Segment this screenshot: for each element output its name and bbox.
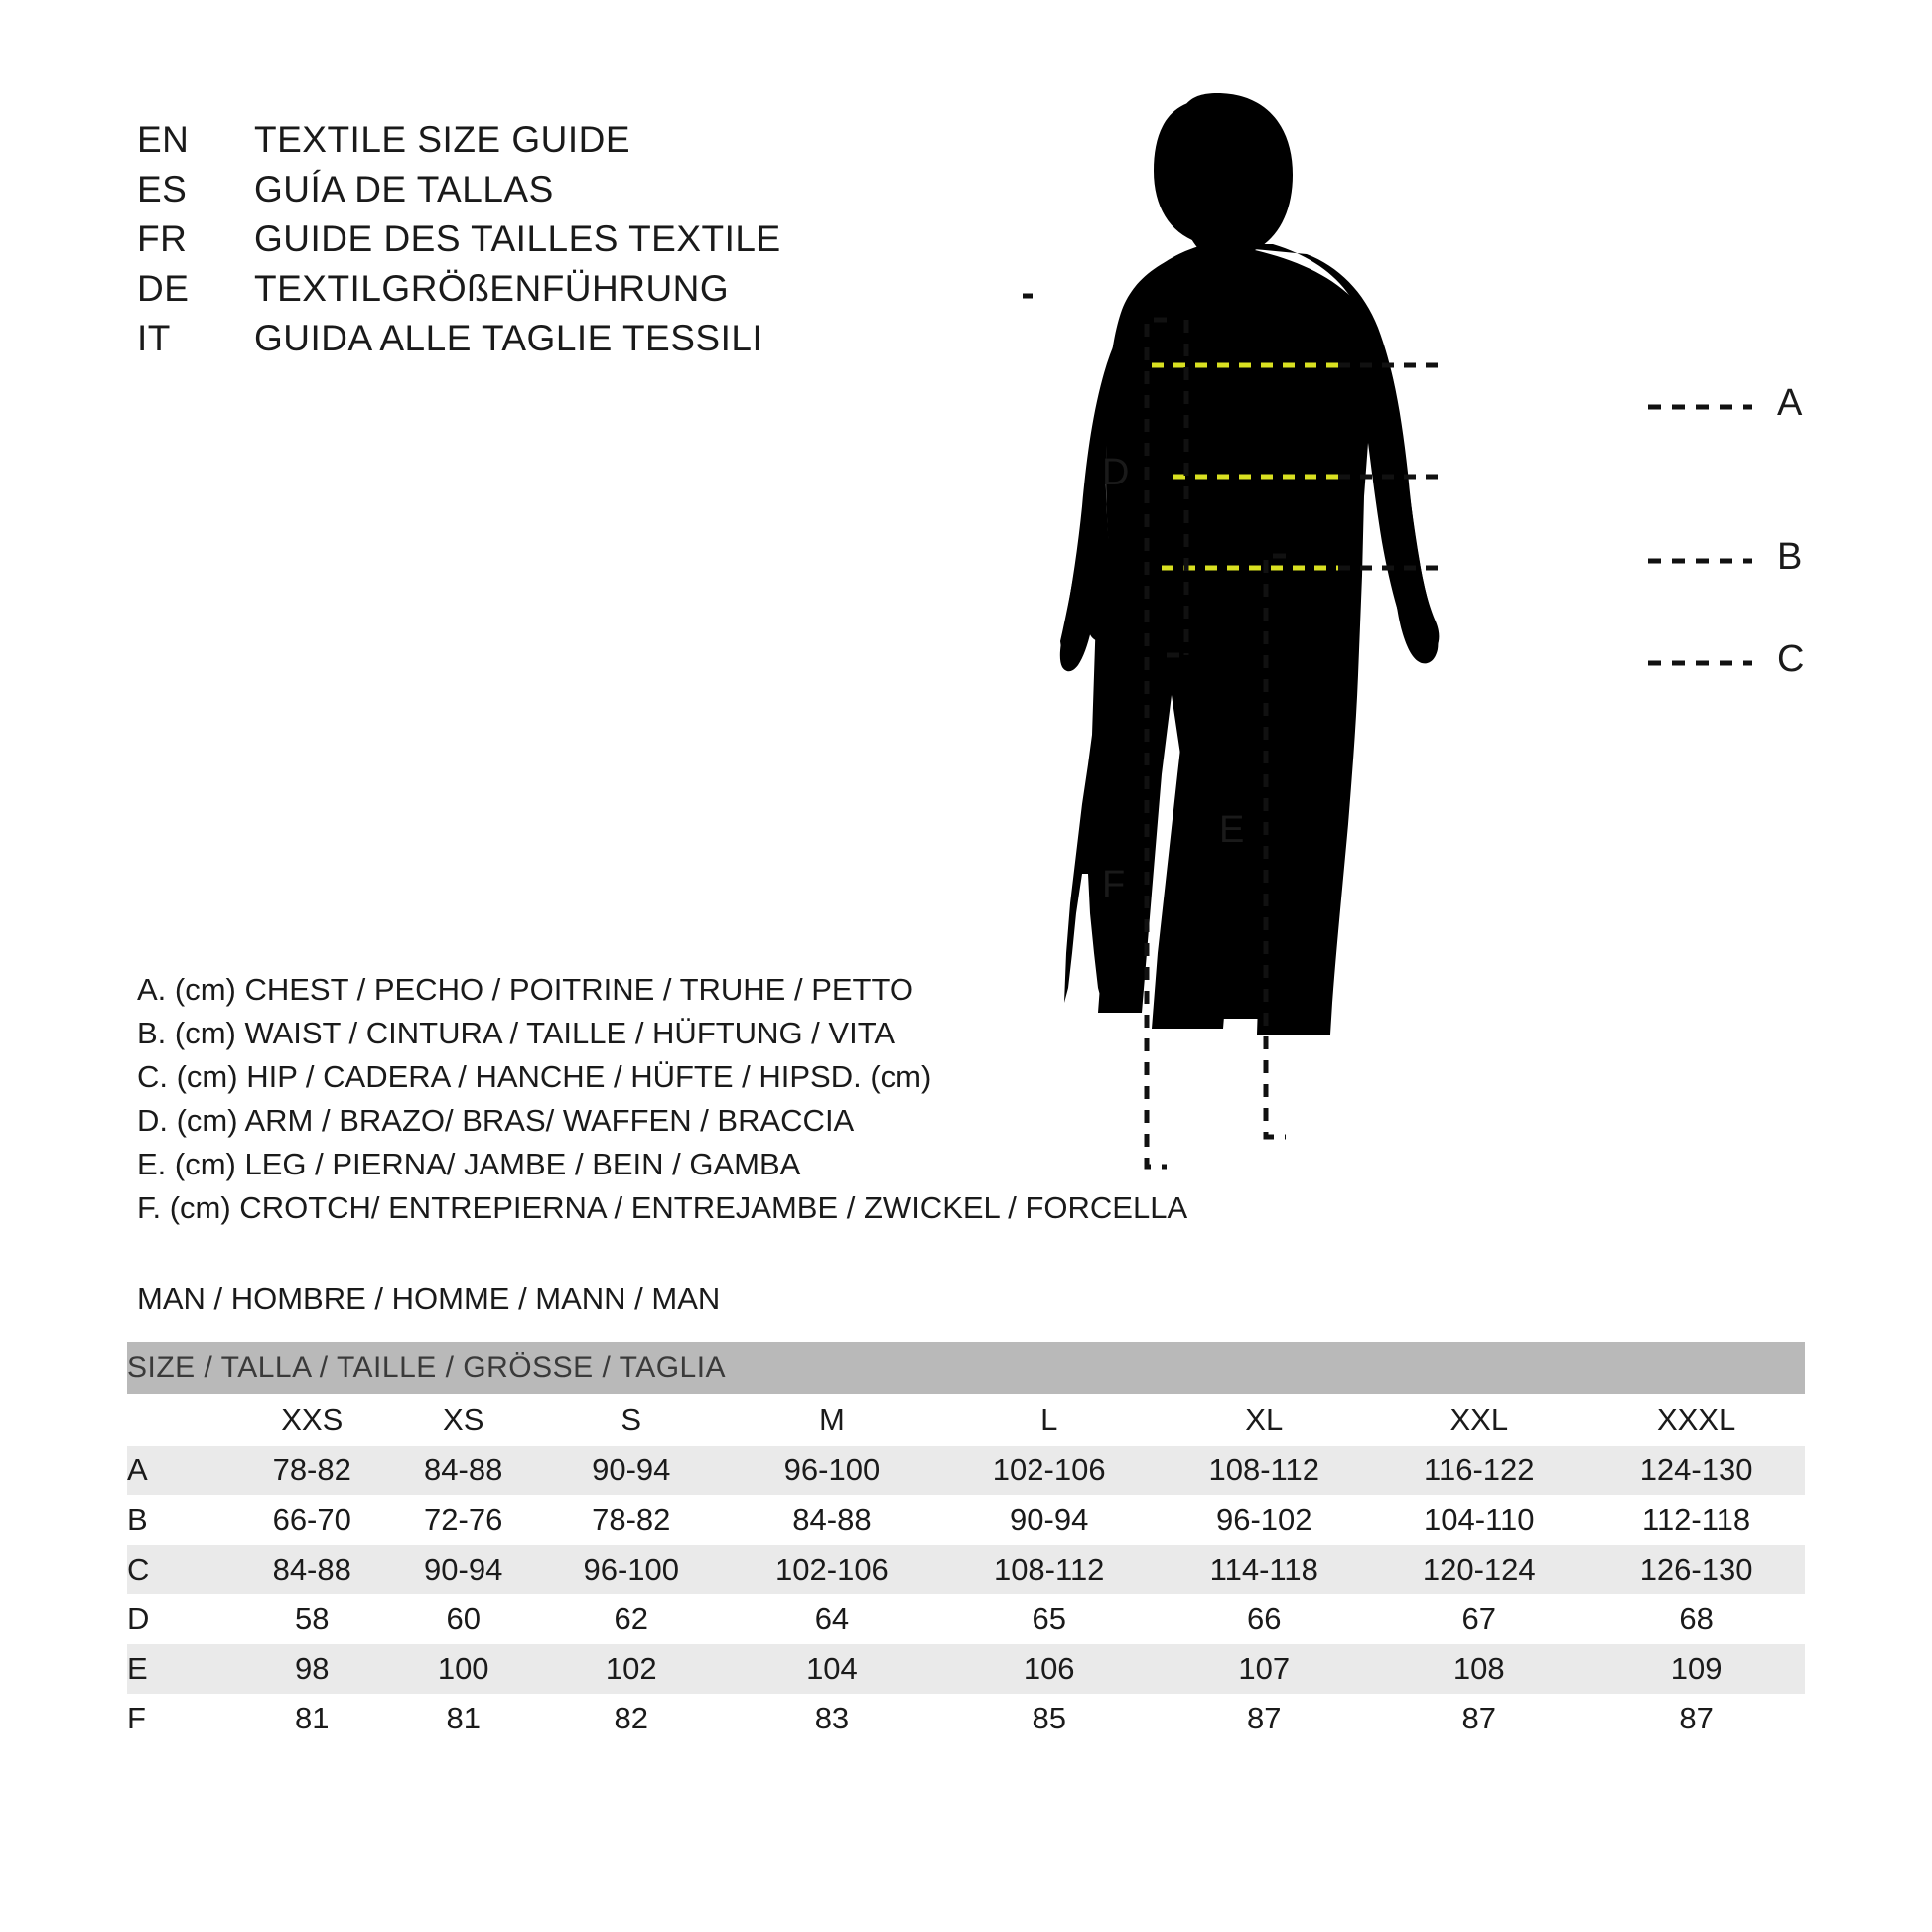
row-label-a: A [127,1446,236,1495]
label-b: B [1777,536,1803,578]
cell-a-xl: 108-112 [1158,1446,1370,1495]
title-row [137,119,951,169]
cell-f-xxs: 81 [236,1694,387,1743]
cell-c-xs: 90-94 [387,1545,538,1594]
row-label-e: E [127,1644,236,1694]
row-label-b: B [127,1495,236,1545]
table-row [127,1594,1805,1644]
table-row [127,1545,1805,1594]
cell-d-xxxl: 68 [1587,1594,1805,1644]
cell-e-xxs: 98 [236,1644,387,1694]
cell-f-xxl: 87 [1370,1694,1587,1743]
cell-b-l: 90-94 [940,1495,1158,1545]
title-lang-en: EN [137,119,190,160]
cell-b-xs: 72-76 [387,1495,538,1545]
cell-c-xl: 114-118 [1158,1545,1370,1594]
cell-c-s: 96-100 [539,1545,724,1594]
body-measurement-diagram [1023,79,1866,1320]
table-row [127,1446,1805,1495]
cell-c-xxs: 84-88 [236,1545,387,1594]
legend-line-c: C. (cm) HIP / CADERA / HANCHE / HÜFTE / HIPSD. (cm) [137,1059,932,1094]
title-row [137,268,951,318]
legend-line-b: B. (cm) WAIST / CINTURA / TAILLE / HÜFTUNG / VITA [137,1016,896,1050]
size-col-xxxl: XXXL [1587,1394,1805,1446]
cell-e-m: 104 [724,1644,941,1694]
cell-a-m: 96-100 [724,1446,941,1495]
label-a: A [1777,382,1803,424]
table-row [127,1495,1805,1545]
cell-a-xxxl: 124-130 [1587,1446,1805,1495]
table-row [127,1694,1805,1743]
cell-c-xxxl: 126-130 [1587,1545,1805,1594]
cell-c-m: 102-106 [724,1545,941,1594]
cell-f-xl: 87 [1158,1694,1370,1743]
size-table [127,1342,1805,1743]
table-sizes-row [127,1394,1805,1446]
cell-d-s: 62 [539,1594,724,1644]
cell-a-s: 90-94 [539,1446,724,1495]
title-row [137,169,951,218]
cell-e-s: 102 [539,1644,724,1694]
title-lang-fr: FR [137,218,188,259]
table-row [127,1644,1805,1694]
title-row [137,218,951,268]
title-row [137,318,951,367]
cell-e-xxxl: 109 [1587,1644,1805,1694]
cell-b-xxl: 104-110 [1370,1495,1587,1545]
cell-e-l: 106 [940,1644,1158,1694]
row-label-f: F [127,1694,236,1743]
cell-f-l: 85 [940,1694,1158,1743]
title-text-fr: GUIDE DES TAILLES TEXTILE [254,218,781,259]
table-header-label: SIZE / TALLA / TAILLE / GRÖSSE / TAGLIA [127,1342,1805,1394]
cell-f-s: 82 [539,1694,724,1743]
legend-line-e: E. (cm) LEG / PIERNA/ JAMBE / BEIN / GAMBA [137,1147,801,1181]
cell-c-l: 108-112 [940,1545,1158,1594]
cell-a-xs: 84-88 [387,1446,538,1495]
row-label-c: C [127,1545,236,1594]
cell-b-m: 84-88 [724,1495,941,1545]
title-lang-es: ES [137,169,188,209]
size-col-xxs: XXS [236,1394,387,1446]
cell-a-xxs: 78-82 [236,1446,387,1495]
cell-e-xs: 100 [387,1644,538,1694]
label-f: F [1102,864,1126,905]
cell-d-xxs: 58 [236,1594,387,1644]
cell-d-m: 64 [724,1594,941,1644]
cell-f-xs: 81 [387,1694,538,1743]
cell-e-xl: 107 [1158,1644,1370,1694]
legend-line-f: F. (cm) CROTCH/ ENTREPIERNA / ENTREJAMBE / ZWICKEL / FORCELLA [137,1190,1188,1225]
size-col-xxl: XXL [1370,1394,1587,1446]
size-col-s: S [539,1394,724,1446]
sizes-row-corner [127,1394,236,1446]
size-col-xs: XS [387,1394,538,1446]
title-lang-de: DE [137,268,190,309]
cell-b-xxxl: 112-118 [1587,1495,1805,1545]
cell-d-xs: 60 [387,1594,538,1644]
title-text-de: TEXTILGRÖßENFÜHRUNG [254,268,730,309]
row-label-d: D [127,1594,236,1644]
cell-b-s: 78-82 [539,1495,724,1545]
title-text-es: GUÍA DE TALLAS [254,169,554,209]
cell-f-m: 83 [724,1694,941,1743]
cell-a-xxl: 116-122 [1370,1446,1587,1495]
title-lang-it: IT [137,318,171,358]
legend-line-a: A. (cm) CHEST / PECHO / POITRINE / TRUHE / PETTO [137,972,913,1007]
gender-label: MAN / HOMBRE / HOMME / MANN / MAN [137,1281,721,1315]
size-col-xl: XL [1158,1394,1370,1446]
title-text-en: TEXTILE SIZE GUIDE [254,119,631,160]
cell-f-xxxl: 87 [1587,1694,1805,1743]
cell-b-xl: 96-102 [1158,1495,1370,1545]
cell-d-l: 65 [940,1594,1158,1644]
label-c: C [1777,638,1805,680]
label-e: E [1219,809,1245,851]
cell-d-xxl: 67 [1370,1594,1587,1644]
size-col-l: L [940,1394,1158,1446]
title-text-it: GUIDA ALLE TAGLIE TESSILI [254,318,763,358]
cell-e-xxl: 108 [1370,1644,1587,1694]
label-d: D [1102,452,1130,493]
cell-b-xxs: 66-70 [236,1495,387,1545]
cell-a-l: 102-106 [940,1446,1158,1495]
table-header-row [127,1342,1805,1394]
legend-line-d: D. (cm) ARM / BRAZO/ BRAS/ WAFFEN / BRACCIA [137,1103,855,1138]
size-col-m: M [724,1394,941,1446]
cell-d-xl: 66 [1158,1594,1370,1644]
cell-c-xxl: 120-124 [1370,1545,1587,1594]
title-block [137,119,951,367]
